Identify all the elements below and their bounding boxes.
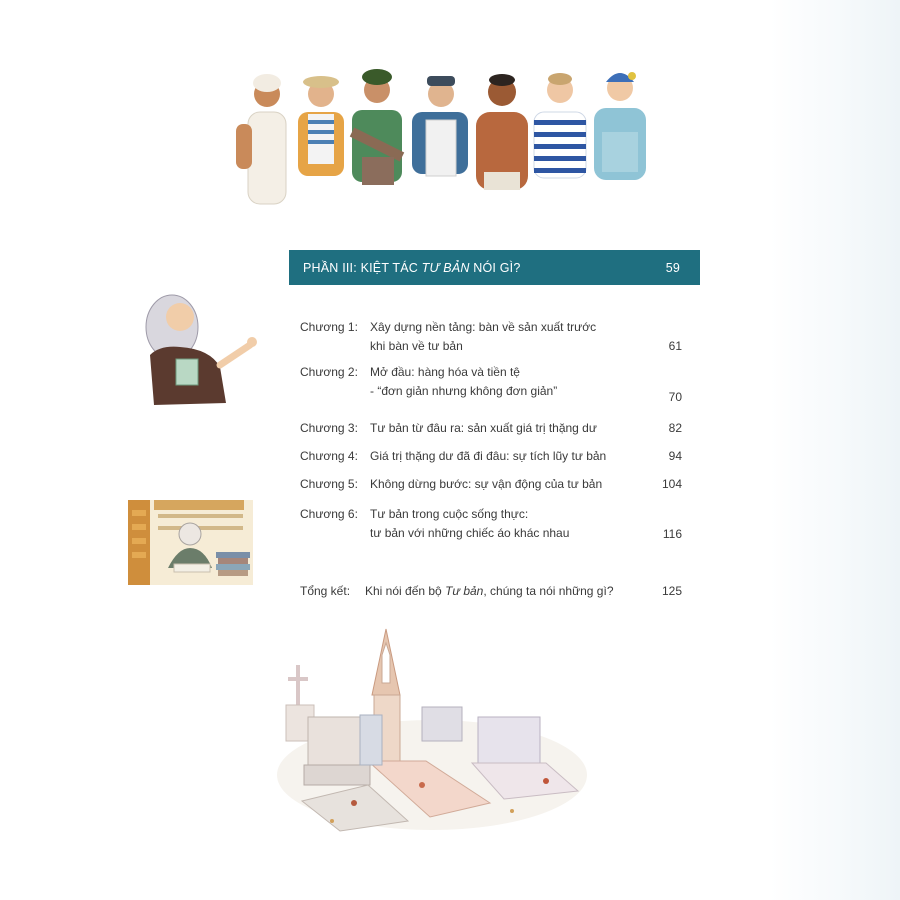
chapter-title-line-1: Xây dựng nền tảng: bàn về sản xuất trước <box>370 320 597 334</box>
cemetery-illustration <box>272 625 592 835</box>
chapter-title-line-1: Giá trị thặng dư đã đi đâu: sự tích lũy tư bản <box>370 449 607 463</box>
chapter-title-line-1: Không dừng bước: sự vận động của tư bản <box>370 477 603 491</box>
summary-text-suffix: , chúng ta nói những gì? <box>483 584 614 598</box>
part-page-number: 59 <box>665 260 680 275</box>
worker-7 <box>594 72 646 180</box>
chapter-title-line-1: Tư bản trong cuộc sống thực: <box>370 507 529 521</box>
chapter-page-number: 61 <box>668 339 682 353</box>
part-header-bar <box>289 250 700 285</box>
summary-text-prefix: Khi nói đến bộ <box>365 584 446 598</box>
worker-5 <box>476 74 528 190</box>
part-title-prefix: PHẦN III: KIỆT TÁC <box>303 260 422 275</box>
workers-illustration <box>230 62 660 207</box>
worker-4 <box>412 76 468 176</box>
chapter-label: Chương 6: <box>300 507 358 521</box>
page-edge-shade <box>770 0 900 900</box>
chapter-label: Chương 1: <box>300 320 358 334</box>
chapter-page-number: 82 <box>668 421 682 435</box>
chapter-label: Chương 4: <box>300 449 358 463</box>
chapter-page-number: 116 <box>662 527 682 541</box>
chapter-label: Chương 2: <box>300 365 358 379</box>
chapter-page-number: 94 <box>668 449 682 463</box>
worker-6 <box>534 73 586 178</box>
scholar-illustration <box>140 285 260 410</box>
worker-3 <box>352 69 402 185</box>
chapter-title-line-1: Mở đầu: hàng hóa và tiền tệ <box>370 365 520 379</box>
summary-label: Tổng kết: <box>300 584 351 598</box>
chapter-title-line-1: Tư bản từ đâu ra: sản xuất giá trị thặng dư <box>370 421 597 435</box>
library-illustration <box>128 490 253 590</box>
chapter-label: Chương 5: <box>300 477 358 491</box>
summary-page-number: 125 <box>661 584 682 598</box>
chapter-title-line-2: tư bản với những chiếc áo khác nhau <box>370 526 570 540</box>
chapter-page-number: 104 <box>661 477 682 491</box>
summary-title <box>365 582 655 601</box>
summary-text-italic: Tư bản <box>445 584 484 598</box>
part-title-suffix: NÓI GÌ? <box>469 260 521 275</box>
part-title <box>303 261 521 275</box>
chapter-title-line-2: khi bàn về tư bản <box>370 339 463 353</box>
chapter-title-line-2: - “đơn giản nhưng không đơn giản” <box>370 384 558 398</box>
worker-1 <box>236 74 286 204</box>
chapter-page-number: 70 <box>668 390 682 404</box>
chapter-label: Chương 3: <box>300 421 358 435</box>
worker-2 <box>298 76 344 176</box>
part-title-italic: TƯ BẢN <box>421 260 470 275</box>
